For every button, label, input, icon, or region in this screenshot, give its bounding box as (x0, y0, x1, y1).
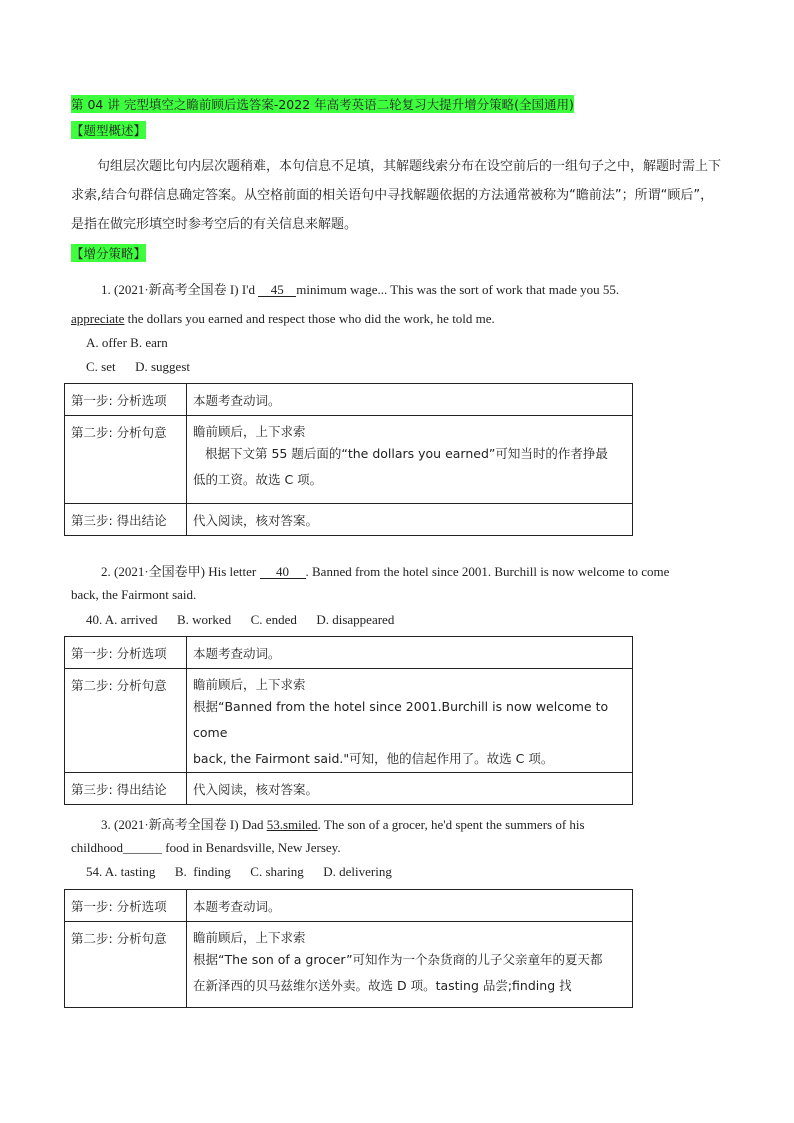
q1-steps-table (64, 383, 633, 536)
q2-line1 (101, 561, 669, 580)
q2-rest: . Banned from the hotel since 2001. Burchill is now welcome to come (305, 564, 670, 579)
q2-steps-table (64, 636, 633, 805)
q1-step2-cell (187, 416, 633, 504)
intro-paragraph (71, 152, 721, 239)
q3-step2-row (65, 922, 633, 1008)
q2-prefix: 2. (2021·全国卷甲) His letter (101, 564, 257, 579)
q2-blank: 40 (260, 566, 306, 579)
q2-step1-label: 第一步: 分析选项 (65, 637, 187, 669)
q1-step1-text: 本题考查动词。 (187, 384, 633, 416)
q1-line2 (71, 311, 495, 327)
q1-line1 (101, 279, 619, 298)
q1-prefix: 1. (2021·新高考全国卷 I) I'd (101, 282, 255, 297)
q3-line2: childhood______ food in Benardsville, New Jersey. (71, 840, 341, 855)
q1-line2-rest: the dollars you earned and respect those who did the work, he told me. (127, 311, 495, 326)
page-title: 第 04 讲 完型填空之瞻前顾后选答案-2022 年高考英语二轮复习大提升增分策略(全国通用) (71, 97, 574, 112)
q3-options: 54. A. tasting B. finding C. sharing D. delivering (86, 864, 392, 879)
q3-step2-line3: 在新泽西的贝马兹维尔送外卖。故选 D 项。tasting 品尝;finding 找 (193, 978, 572, 993)
q3-step2-cell (187, 922, 633, 1008)
q3-prefix: 3. (2021·新高考全国卷 I) Dad (101, 817, 264, 832)
q3-rest: . The son of a grocer, he'd spent the summers of his (317, 817, 585, 832)
q3-underlined: 53.smiled (266, 817, 318, 832)
q1-step2-line3: 低的工资。故选 C 项。 (193, 472, 323, 487)
section-tag-overview: 【题型概述】 (71, 123, 147, 138)
q1-options-2: C. set D. suggest (86, 359, 190, 374)
q2-options: 40. A. arrived B. worked C. ended D. disappeared (86, 612, 395, 627)
q2-line2: back, the Fairmont said. (71, 587, 197, 602)
q1-step3-row (65, 504, 633, 536)
q3-line1 (101, 814, 585, 833)
q1-step1-label: 第一步: 分析选项 (65, 384, 187, 416)
q2-step2-line1: 瞻前顾后，上下求索 (193, 677, 306, 692)
q3-step1-text: 本题考查动词。 (187, 890, 633, 922)
q3-steps-table (64, 889, 633, 1008)
q3-step2-line1: 瞻前顾后，上下求索 (193, 930, 306, 945)
q1-step1-row (65, 384, 633, 416)
q3-step2-line2: 根据“The son of a grocer”可知作为一个杂货商的儿子父亲童年的夏天都 (193, 952, 603, 967)
q1-blank: 45 (258, 284, 296, 297)
q2-step2-line2: 根据“Banned from the hotel since 2001.Burchill is now welcome to come (193, 699, 609, 740)
q2-step2-row (65, 669, 633, 773)
q1-step2-row (65, 416, 633, 504)
q3-step1-row (65, 890, 633, 922)
q2-step2-cell (187, 669, 633, 773)
q1-rest: minimum wage... This was the sort of work that made you 55. (296, 282, 620, 297)
q2-step2-label: 第二步: 分析句意 (65, 669, 187, 773)
q1-step2-line2: 根据下文第 55 题后面的“the dollars you earned”可知当时的作者挣最 (205, 446, 608, 461)
q1-step3-label: 第三步: 得出结论 (65, 504, 187, 536)
q2-step3-text: 代入阅读，核对答案。 (187, 773, 633, 805)
q1-step3-text: 代入阅读，核对答案。 (187, 504, 633, 536)
section-tag-strategy: 【增分策略】 (71, 246, 147, 261)
q3-step2-label: 第二步: 分析句意 (65, 922, 187, 1008)
intro-text: 句组层次题比句内层次题稍难，本句信息不足填，其解题线索分布在设空前后的一组句子之中，解题时需上下求索,结合句群信息确定答案。从空格前面的相关语句中寻找解题依据的方法通常被称为“瞻前法”；所谓“顾后”，是指在做完形填空时参考空后的有关信息来解题。 (71, 159, 722, 232)
q2-step3-row (65, 773, 633, 805)
q1-underlined-word: appreciate (71, 311, 125, 326)
q1-options-1: A. offer B. earn (86, 335, 168, 350)
q2-step1-text: 本题考查动词。 (187, 637, 633, 669)
q3-step1-label: 第一步: 分析选项 (65, 890, 187, 922)
q2-step1-row (65, 637, 633, 669)
q2-step3-label: 第三步: 得出结论 (65, 773, 187, 805)
q1-step2-line1: 瞻前顾后，上下求索 (193, 424, 306, 439)
q1-step2-label: 第二步: 分析句意 (65, 416, 187, 504)
q2-step2-line3: back, the Fairmont said."可知，他的信起作用了。故选 C 项。 (193, 751, 554, 766)
